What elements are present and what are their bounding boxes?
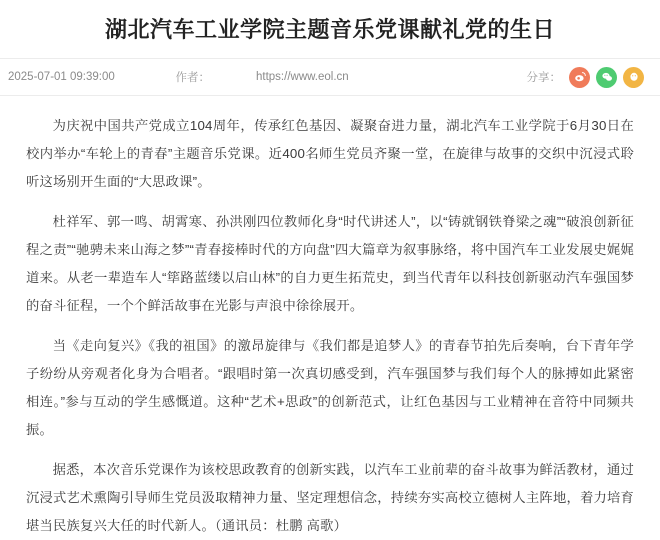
wechat-share-icon[interactable] [596,67,617,88]
article-paragraph: 为庆祝中国共产党成立104周年，传承红色基因、凝聚奋进力量，湖北汽车工业学院于6月30日在校内举办“车轮上的青春”主题音乐党课。近400名师生党员齐聚一堂，在旋律与故事的交织中沉浸式聆听这场别开生面的“大思政课”。 [26,118,634,189]
title-area [0,0,660,58]
qq-share-icon[interactable] [623,67,644,88]
author-label: 作者： [175,72,210,84]
article-paragraph: 杜祥军、郭一鸣、胡霄寒、孙洪刚四位教师化身“时代讲述人”，以“铸就钢铁脊梁之魂”“破浪创新征程之责”“驰骋未来山海之梦”“青春接棒时代的方向盘”四大篇章为叙事脉络，将中国汽车工业发展史娓娓道来。从老一辈造车人“筚路蓝缕以启山林”的自力更生拓荒史，到当代青年以科技创新驱动汽车强国梦的奋斗征程，一个个鲜活故事在光影与声浪中徐徐展开。 [26,214,634,313]
share-label: 分享： [526,72,561,84]
share-icon-group [569,67,644,88]
article-paragraph: 当《走向复兴》《我的祖国》的激昂旋律与《我们都是追梦人》的青春节拍先后奏响，台下青年学子纷纷从旁观者化身为合唱者。“跟唱时第一次真切感受到，汽车强国梦与我们每个人的脉搏如此紧密相连。”参与互动的学生感慨道。这种“艺术+思政”的创新范式，让红色基因与工业精神在音符中同频共振。 [26,338,634,437]
source-link[interactable]: https://www.eol.cn [256,71,349,83]
article-paragraph: 据悉，本次音乐党课作为该校思政教育的创新实践，以汽车工业前辈的奋斗故事为鲜活教材，通过沉浸式艺术熏陶引导师生党员汲取精神力量、坚定理想信念，持续夯实高校立德树人主阵地，着力培育堪当民族复兴大任的时代新人。（通讯员：杜鹏 高歌） [26,462,634,533]
publish-date: 2025-07-01 09:39:00 [8,71,115,83]
weibo-share-icon[interactable] [569,67,590,88]
article-body [0,96,660,540]
article-meta-bar [0,58,660,96]
page-title: 湖北汽车工业学院主题音乐党课献礼党的生日 [104,17,555,42]
